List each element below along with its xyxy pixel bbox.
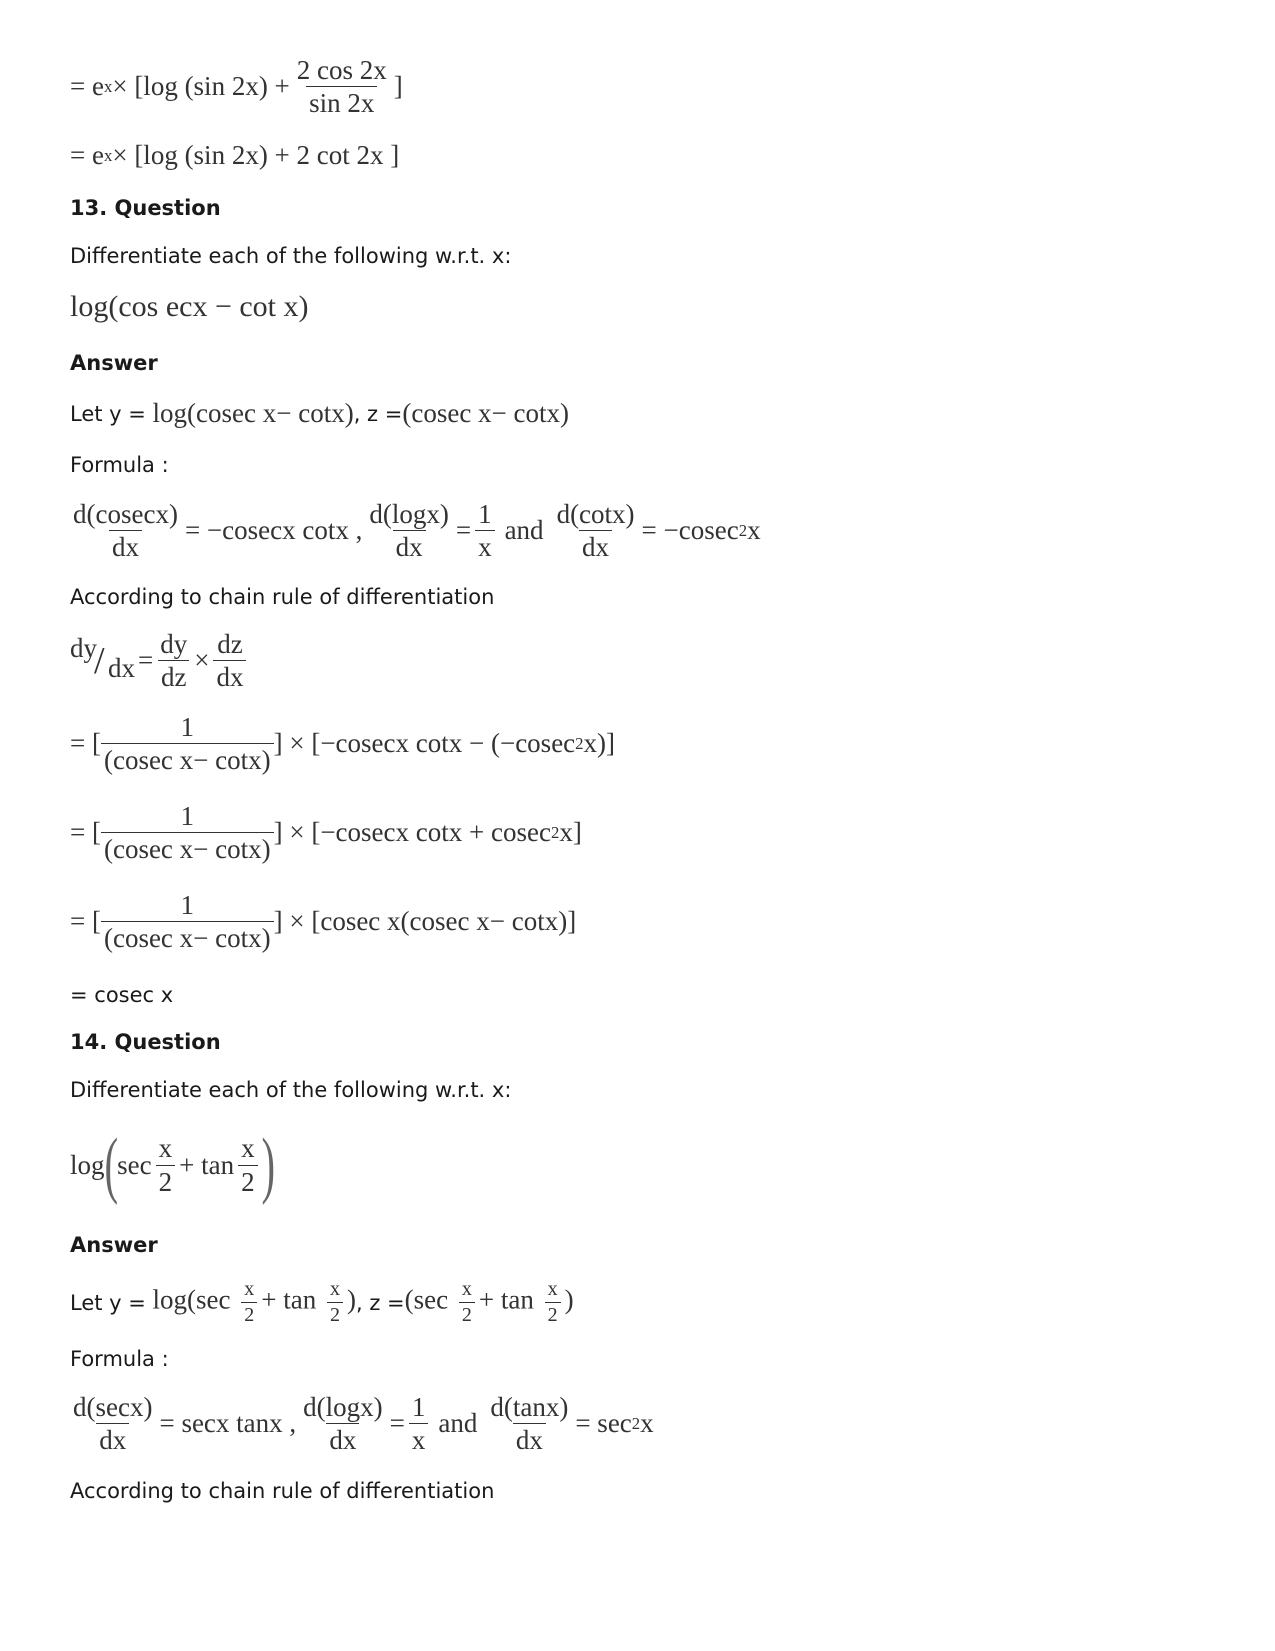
fraction-x-over-2 [459, 1279, 475, 1326]
equals-sign: = [455, 515, 472, 546]
question-14-prompt: Differentiate each of the following w.r.t. x: [70, 1078, 512, 1102]
and-word: and [438, 1408, 478, 1439]
fraction-numerator: x [244, 1278, 255, 1300]
fraction-numerator: x [241, 1133, 255, 1164]
eq-text: sec [117, 1149, 152, 1180]
formula-fraction-log [300, 1393, 385, 1455]
formula-fraction-cot [554, 500, 638, 562]
fraction-denominator: dz [158, 660, 189, 691]
formula-fraction-one-over-x [475, 500, 495, 562]
question-13-chain-rule-text: According to chain rule of differentiation [70, 585, 495, 609]
eq-text: = e [70, 140, 104, 170]
fraction-numerator: 1 [411, 1392, 426, 1422]
times-sign: × [194, 645, 210, 676]
equals-sign: = [138, 645, 154, 676]
fraction-numerator: x [461, 1278, 472, 1300]
let-prefix: Let y = [70, 401, 153, 426]
question-13-formula-label: Formula : [70, 453, 169, 477]
question-14-formula: $\frac{d(\sec x)}{dx}$ = secx tanx , $\frac{d(\log x)}{dx}$ = $\frac{1}{x}$ and $\frac{d(\tan x)}{dx}$ = sec 2 x [70, 1393, 654, 1455]
formula-rhs: = sec [575, 1408, 632, 1439]
fraction-denominator: 2 [545, 1302, 561, 1326]
fraction-denominator: dx [213, 660, 246, 691]
fraction-numerator: d(secx) [73, 1392, 153, 1422]
eq-text: × [log (sin 2x) + [112, 71, 290, 102]
fraction-denominator: (cosec x− cotx) [101, 743, 274, 774]
question-14-answer-label: Answer [70, 1233, 158, 1257]
let-separator: , z = [353, 401, 403, 426]
fraction-denominator: dx [109, 530, 142, 561]
eq-text: = [ [70, 817, 101, 848]
slash-fraction [70, 631, 138, 691]
fraction-numerator: 1 [180, 712, 195, 742]
fraction-denominator: 2 [327, 1302, 343, 1326]
eq-text: (sec [404, 1284, 449, 1315]
fraction-denominator: (cosec x− cotx) [101, 921, 274, 952]
formula-rhs: = secx tanx , [159, 1408, 297, 1439]
eq-text: log(sec [152, 1284, 231, 1315]
fraction [101, 891, 274, 953]
fraction-numerator: x [329, 1278, 340, 1300]
eq-text: ) [346, 1284, 356, 1315]
eq-text: ] × [−cosecx cotx + cosec [273, 817, 551, 848]
and-word: and [504, 515, 544, 546]
question-13-step-1: = [ $\frac{1}{\text{(cosec x− cotx)}}$ ] × [−cosecx cotx − (−cosec 2 x)] [70, 712, 616, 776]
eq-text: = [ [70, 906, 101, 937]
question-13-formula: $\frac{d(cosecx)}{dx}$ = −cosecx cotx , $\frac{d(\log x)}{dx}$ = $\frac{1}{x}$ and $\frac{d(\cot x)}{dx}$ = −cosec 2 x [70, 500, 761, 562]
eq-text: + tan [261, 1284, 317, 1315]
question-14-chain-rule-text: According to chain rule of differentiation [70, 1479, 495, 1503]
formula-rhs: = −cosec [641, 515, 739, 546]
let-separator: , z = [355, 1290, 405, 1315]
fraction-denominator: (cosec x− cotx) [101, 832, 274, 863]
fraction-numerator: d(cotx) [556, 499, 635, 529]
continuation-equation-2: = e x × [log (sin 2x) + 2 cot 2x ] [70, 140, 400, 170]
question-13-result: = cosec x [70, 983, 174, 1007]
question-13-step-3 [70, 891, 576, 953]
formula-fraction-log [366, 500, 451, 562]
let-y-expression [153, 1279, 356, 1326]
question-14-let-statement [70, 1279, 574, 1326]
question-14-heading: 14. Question [70, 1030, 221, 1054]
formula-fraction-cosec [70, 500, 181, 562]
fraction-x-over-2 [327, 1279, 343, 1326]
question-13-answer-label: Answer [70, 351, 158, 375]
eq-text: ] [393, 71, 403, 102]
eq-text: x)] [583, 728, 616, 759]
let-z-expression: (cosec x− cotx) [402, 398, 570, 428]
fraction-numerator: d(logx) [303, 1392, 383, 1422]
fraction-denominator: dx [579, 530, 612, 561]
formula-fraction-tan [487, 1393, 571, 1455]
fraction-numerator: d(logx) [369, 499, 449, 529]
fraction [294, 56, 390, 118]
formula-fraction-sec [70, 1393, 155, 1455]
fraction-denominator: 2 [241, 1302, 257, 1326]
question-14-expression [70, 1124, 275, 1206]
right-paren: ) [261, 1124, 275, 1206]
eq-text: = e [70, 71, 104, 102]
let-prefix: Let y = [70, 1290, 153, 1315]
formula-rhs: x [747, 515, 761, 546]
fraction-numerator: d(cosecx) [73, 499, 178, 529]
let-y-expression: log(cosec x− cotx) [152, 398, 354, 428]
fraction-denominator: 2 [459, 1302, 475, 1326]
question-13-heading: 13. Question [70, 196, 221, 220]
fraction-x-over-2 [241, 1279, 257, 1326]
question-13-prompt: Differentiate each of the following w.r.t. x: [70, 244, 512, 268]
eq-text: ] × [cosec x(cosec x− cotx)] [273, 906, 577, 937]
eq-text: ] × [−cosecx cotx − (−cosec [273, 728, 576, 759]
fraction-x-over-2 [238, 1134, 258, 1196]
slash-fraction-top: dy [70, 632, 97, 663]
formula-rhs: = −cosecx cotx , [184, 515, 363, 546]
eq-text: × [log (sin 2x) + 2 cot 2x ] [112, 140, 400, 170]
formula-rhs: x [640, 1408, 654, 1439]
fraction-denominator: sin 2x [306, 86, 377, 117]
fraction [101, 802, 274, 864]
fraction-numerator: x [158, 1133, 173, 1164]
question-13-step-2: = [ $\frac{1}{\text{(cosec x− cotx)}}$ ] × [−cosecx cotx + cosec 2 x] [70, 801, 582, 865]
fraction-denominator: x [475, 530, 495, 561]
fraction-numerator: d(tanx) [490, 1392, 569, 1422]
question-14-formula-label: Formula : [70, 1347, 169, 1371]
left-paren: ( [104, 1124, 118, 1206]
fraction-denominator: x [409, 1423, 429, 1454]
equals-sign: = [389, 1408, 405, 1439]
fraction-numerator: 2 cos 2x [296, 55, 387, 85]
fraction-numerator: 1 [180, 801, 195, 831]
fraction-numerator: 1 [478, 499, 492, 529]
fraction-dz-dx [213, 630, 246, 692]
fraction-x-over-2 [156, 1134, 176, 1196]
fraction-denominator: dx [326, 1423, 359, 1454]
fraction-denominator: dx [393, 530, 426, 561]
eq-text: = [ [70, 728, 101, 759]
slash-fraction-bottom: dx [108, 652, 135, 683]
fraction-denominator: 2 [238, 1165, 258, 1196]
formula-fraction-one-over-x [409, 1393, 429, 1455]
slash: / [94, 639, 105, 682]
question-13-expression: log(cos ecx − cot x) [70, 290, 309, 323]
fraction-numerator: dz [217, 629, 243, 659]
continuation-equation-1: = e x × [log (sin 2x) + $\frac{2 \cos 2x}{\sin 2x}$ ] [70, 55, 403, 119]
question-13-chain-rule-equation [70, 630, 250, 692]
fraction-dy-dz [157, 630, 190, 692]
fraction-denominator: 2 [156, 1165, 176, 1196]
eq-text: ) [564, 1284, 574, 1315]
question-13-let-statement [70, 398, 569, 429]
fraction-numerator: x [547, 1278, 558, 1300]
fraction-denominator: dx [96, 1423, 129, 1454]
fraction-x-over-2 [545, 1279, 561, 1326]
eq-text: x] [559, 817, 582, 848]
fraction-numerator: dy [160, 629, 188, 659]
fraction-numerator: 1 [180, 890, 195, 920]
eq-text: + tan [478, 1284, 534, 1315]
fraction-denominator: dx [513, 1423, 546, 1454]
fraction [101, 713, 274, 775]
eq-text: log [70, 1149, 105, 1180]
eq-text: + tan [179, 1149, 235, 1180]
let-z-expression [405, 1279, 574, 1326]
